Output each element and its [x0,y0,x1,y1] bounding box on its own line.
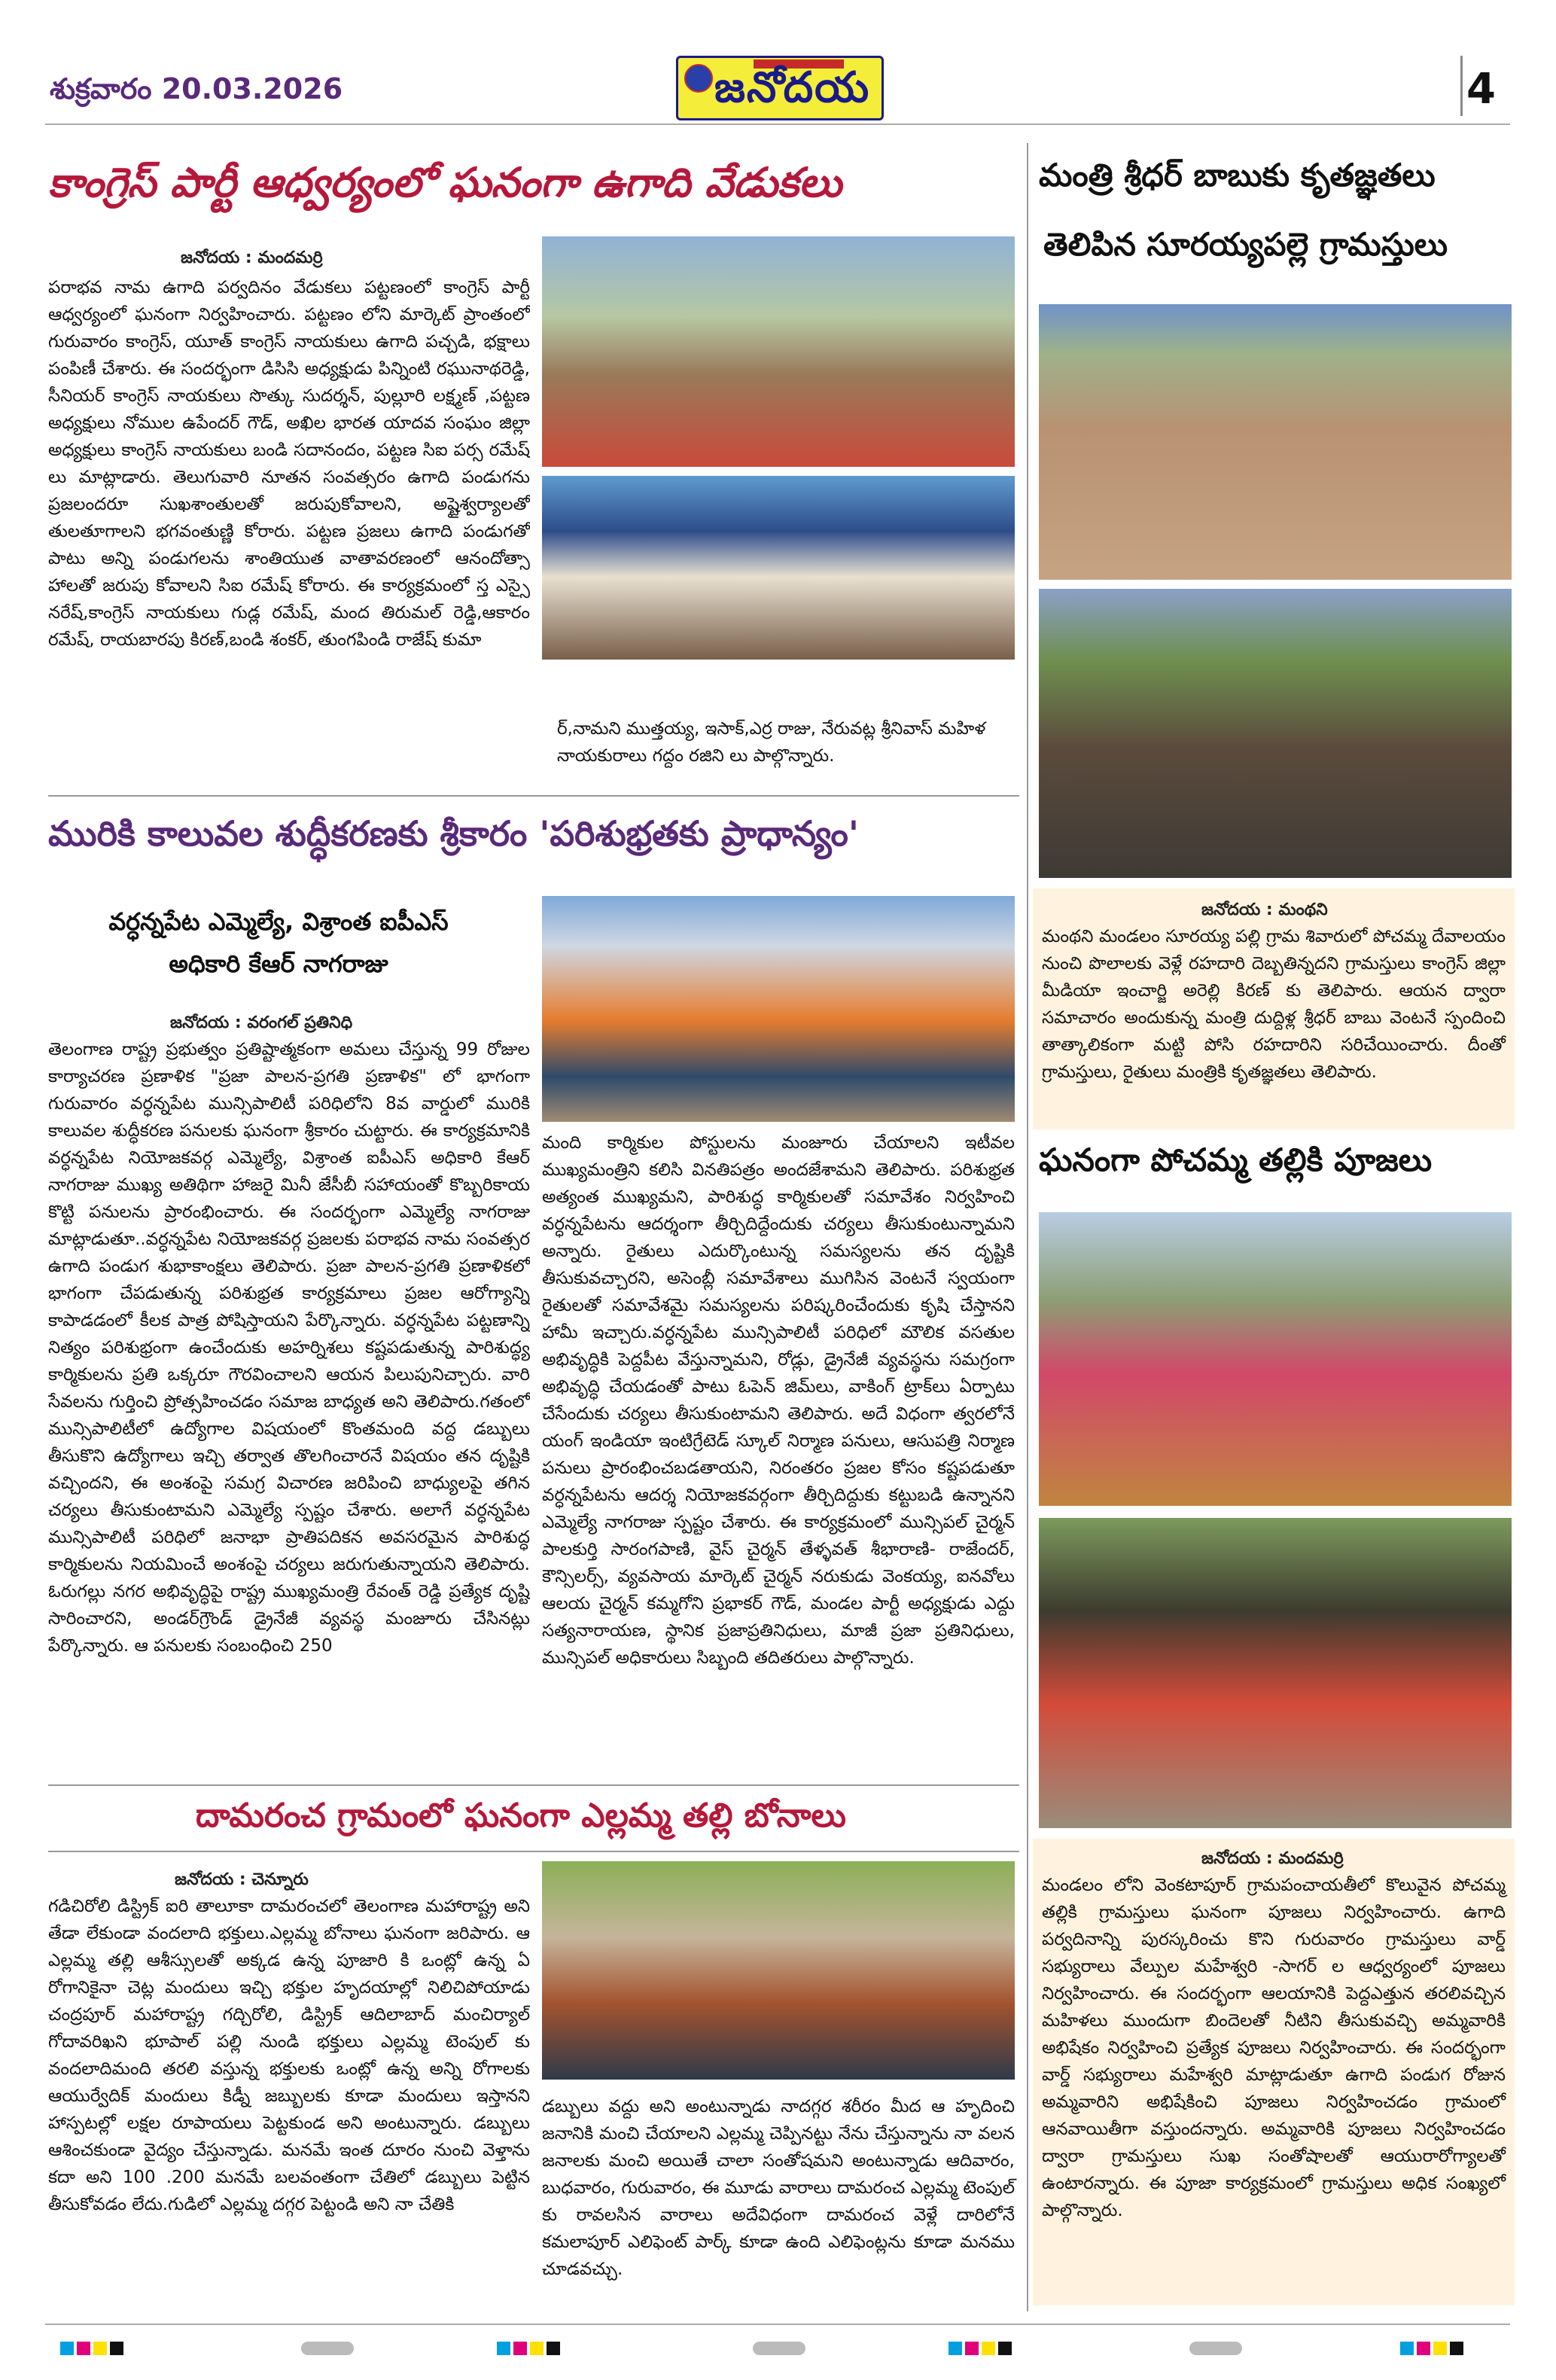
ugadi-byline: జనోదయ : మందమర్రి [181,248,323,267]
yellamma-photo [542,1861,1015,2080]
pochamma-photo-1 [1039,1212,1512,1506]
section-rule-1 [48,795,1019,797]
emblem-icon [684,64,713,93]
ugadi-headline: కాంగ్రెస్ పార్టీ ఆధ్వర్యంలో ఘనంగా ఉగాది వేడుకలు [48,158,842,206]
sridhar-byline: జనోదయ : మంథని [1201,900,1328,919]
column-divider [1027,143,1028,2311]
page-number: 4 [1466,65,1496,114]
canals-photo [542,896,1015,1122]
header-rule [45,123,1510,125]
yellamma-byline: జనోదయ : చెన్నూరు [175,1870,309,1889]
footer-rule [45,2324,1510,2325]
yellamma-body-col2: డబ్బులు వద్దు అని అంటున్నాడు నాదగ్గర శరీరం మీద ఆ హృదించి జనానికి మంచి చేయాలని ఎల్లమ్మ చెప్పినట్టు నేను చేస్తున్నాను నా వలన జనాలకు మంచి అయితే చాలా సంతోషమని అంటున్నాడు ఆదివారం, బుధవారం, గురువారం, ఈ మూడు వారాలు దామరంచ ఎల్లమ్మ టెంపుల్ కు రావలసిన వారాలు అదేవిధంగా దామరంచ వెళ్లే దారిలోనే కమలాపూర్ ఎలిఫెంట్ పార్క్ కూడా ఉంది ఎలిఫెంట్లను కూడా మనము చూడవచ్చు. [542,2097,1015,2279]
section-rule-3 [48,1851,1019,1852]
page-number-divider [1460,56,1463,116]
yellamma-headline: దామరంచ గ్రామంలో ఘనంగా ఎల్లమ్మ తల్లి బోనాలు [196,1796,846,1835]
pochamma-byline: జనోదయ : మందమర్రి [1201,1849,1344,1868]
sridhar-headline-2: తెలిపిన సూరయ్యపల్లె గ్రామస్తులు [1043,226,1448,263]
canals-byline: జనోదయ : వరంగల్ ప్రతినిధి [170,1013,353,1032]
sridhar-body: మంథని మండలం సూరయ్య పల్లి గ్రామ శివారులో పోచమ్మ దేవాలయం నుంచి పొలాలకు వెళ్లే రహదారి దెబ్బతిన్నదని గ్రామస్తులు కాంగ్రెస్ జిల్లా మీడియా ఇంచార్జి అరెల్లి కిరణ్ కు తెలిపారు. ఆయన ద్వారా సమాచారం అందుకున్న మంత్రి దుద్దిళ్ల శ్రీధర్ బాబు వెంటనే స్పందించి తాత్కాలికంగా మట్టి పోసి రహదారిని సరిచేయించారు. దీంతో గ్రామస్తులు, రైతులు మంత్రికి కృతజ్ఞతలు తెలిపారు. [1042,927,1506,1082]
section-rule-2 [48,1784,1019,1786]
ugadi-caption: ర్,నామని ముత్తయ్య, ఇసాక్,ఎర్ర రాజు, నేరువట్ల శ్రీనివాస్ మహిళ నాయకురాలు గద్దం రజిని లు పాల్గొన్నారు. [557,719,986,766]
ugadi-photo-1 [542,236,1015,467]
canals-body-col1: తెలంగాణ రాష్ట్ర ప్రభుత్వం ప్రతిష్టాత్మకంగా అమలు చేస్తున్న 99 రోజుల కార్యాచరణ ప్రణాళిక "ప్రజా పాలన-ప్రగతి ప్రణాళిక" లో భాగంగా గురువారం వర్ధన్నపేట మున్సిపాలిటీ పరిధిలోని 8వ వార్డులో మురికి కాలువల శుద్ధీకరణ పనులకు ఘనంగా శ్రీకారం చుట్టారు. ఈ కార్యక్రమానికి వర్ధన్నపేట నియోజకవర్గ ఎమ్మెల్యే, విశ్రాంత ఐపీఎస్ అధికారి కేఆర్ నాగరాజు ముఖ్య అతిథిగా హాజరై మినీ జేసీబీ సహాయంతో కొబ్బరికాయ కొట్టి పనులను ప్రారంభించారు. ఈ సందర్భంగా ఎమ్మెల్యే నాగరాజు మాట్లాడుతూ..వర్ధన్నపేట నియోజకవర్గ ప్రజలకు పరాభవ నామ సంవత్సర ఉగాది పండుగ శుభాకాంక్షలు తెలిపారు. ప్రజా పాలన-ప్రగతి ప్రణాళికలో భాగంగా చేపడుతున్న పరిశుభ్రత కార్యక్రమాలు ప్రజల ఆరోగ్యాన్ని కాపాడడంలో కీలక పాత్ర పోషిస్తాయని పేర్కొన్నారు. వర్ధన్నపేట పట్టణాన్ని నిత్యం పరిశుభ్రంగా ఉంచేందుకు అహర్నిశలు కష్టపడుతున్న పారిశుద్ధ్య కార్మికులను ప్రతి ఒక్కరూ గౌరవించాలని ఆయన పిలుపునిచ్చారు. వారి సేవలను గుర్తించి ప్రోత్సహించడం సమాజ బాధ్యత అని తెలిపారు.గతంలో మున్సిపాలిటీలో ఉద్యోగాల విషయంలో కొంతమంది వద్ద డబ్బులు తీసుకొని ఉద్యోగాలు ఇచ్చి తర్వాత తొలగించారనే విషయం తన దృష్టికి వచ్చిందని, ఈ అంశంపై సమగ్ర విచారణ జరిపించి బాధ్యులపై తగిన చర్యలు తీసుకుంటామని ఎమ్మెల్యే స్పష్టం చేశారు. అలాగే వర్ధన్నపేట మున్సిపాలిటీ పరిధిలో జనాభా ప్రాతిపదికన అవసరమైన పారిశుద్ధ కార్మికులను నియమించే అంశంపై చర్యలు జరుగుతున్నాయని తెలిపారు. ఓరుగల్లు నగర అభివృద్ధిపై రాష్ట్ర ముఖ్యమంత్రి రేవంత్ రెడ్డి ప్రత్యేక దృష్టి సారించారని, అండర్‌గ్రౌండ్ డ్రైనేజీ వ్యవస్థ మంజూరు చేసినట్లు పేర్కొన్నారు. ఆ పనులకు సంబంధించి 250 [48,1040,530,1656]
yellamma-body-col1: గడిచిరోలి డిస్ట్రిక్ ఐరి తాలూకా దామరంచలో తెలంగాణ మహారాష్ట్ర అని తేడా లేకుండా వందలాది భక్తులు.ఎల్లమ్మ బోనాలు ఘనంగా జరిపారు. ఆ ఎల్లమ్మ తల్లి ఆశీస్సులతో అక్కడ ఉన్న పూజారి కి ఒంట్లో ఉన్న ఏ రోగానికైనా చెట్ల మందులు ఇచ్చి భక్తుల హృదయాల్లో నిలిచిపోయాడు చంద్రపూర్ మహారాష్ట్ర గద్చిరోలి, డిస్ట్రిక్ ఆదిలాబాద్ మంచిర్యాల్ గోదావరిఖని భూపాల్ పల్లి నుండి భక్తులు ఎల్లమ్మ టెంపుల్ కు వందలాదిమంది తరలి వస్తున్న భక్తులకు ఒంట్లో ఉన్న అన్ని రోగాలకు ఆయుర్వేదిక్ మందులు కిడ్నీ జబ్బులకు కూడా మందులు ఇస్తానని హాస్పటల్లో లక్షల రూపాయలు పెట్టకుండ అని అంటున్నారు. డబ్బులు ఆశించకుండా వైద్యం చేస్తున్నాడు. మనమే ఇంత దూరం నుంచి వెళ్తాను కదా అని 100 .200 మనమే బలవంతంగా చేతిలో డబ్బులు పెట్టిన తీసుకోవడం లేదు.గుడిలో ఎల్లమ్మ దగ్గర పెట్టండి అని నా చేతికి [48,1897,530,2214]
canals-body-col2: మంది కార్మికుల పోస్టులను మంజూరు చేయాలని ఇటీవల ముఖ్యమంత్రిని కలిసి వినతిపత్రం అందజేశామని తెలిపారు. పరిశుభ్రత అత్యంత ముఖ్యమని, పారిశుద్ధ కార్మికులతో సమావేశం నిర్వహించి వర్ధన్నపేటను ఆదర్శంగా తీర్చిదిద్దేందుకు చర్యలు తీసుకుంటున్నామని అన్నారు. రైతులు ఎదుర్కొంటున్న సమస్యలను తన దృష్టికి తీసుకువచ్చారని, అసెంబ్లీ సమావేశాలు ముగిసిన వెంటనే స్వయంగా రైతులతో సమావేశమై సమస్యలను పరిష్కరించేందుకు కృషి చేస్తానని హామీ ఇచ్చారు.వర్ధన్నపేట మున్సిపాలిటీ పరిధిలో మౌలిక వసతుల అభివృద్ధికి పెద్దపీట వేస్తున్నామని, రోడ్లు, డ్రైనేజీ వ్యవస్థను సమగ్రంగా అభివృద్ధి చేయడంతో పాటు ఓపెన్ జిమ్‌లు, వాకింగ్ ట్రాక్‌లు ఏర్పాటు చేసేందుకు చర్యలు తీసుకుంటామని తెలిపారు. అదే విధంగా త్వరలోనే యంగ్ ఇండియా ఇంటిగ్రేటెడ్ స్కూల్ నిర్మాణ పనులు, ఆసుపత్రి నిర్మాణ పనులు ప్రారంభించబడతాయని, నిరంతరం ప్రజల కోసం కష్టపడుతూ వర్ధన్నపేటను ఆదర్శ నియోజకవర్గంగా తీర్చిదిద్దుకు కట్టుబడి ఉన్నానని ఎమ్మెల్యే నాగరాజు స్పష్టం చేశారు. ఈ కార్యక్రమంలో మున్సిపల్ చైర్మన్ పాలకుర్తి సారంగపాణి, వైస్ చైర్మన్ తేళ్ళవత్ శీభారాణి- రాజేందర్, కౌన్సిలర్స్, వ్యవసాయ మార్కెట్ చైర్మన్ నరుకుడు వెంకయ్య, ఐనవోలు ఆలయ చైర్మన్ కమ్మగోని ప్రభాకర్ గౌడ్, మండల పార్టీ అధ్యక్షుడు ఎద్దు సత్యనారాయణ, స్థానిక ప్రజాప్రతినిధులు, మాజీ ప్రజా ప్రతినిధులు, మున్సిపల్ అధికారులు సిబ్బంది తదితరులు పాల్గొన్నారు. [542,1133,1015,1668]
pochamma-photo-2 [1039,1518,1512,1828]
pochamma-body: మండలం లోని వెంకటాపూర్ గ్రామపంచాయతీలో కొలువైన పోచమ్మ తల్లికి గ్రామస్తులు ఘనంగా పూజలు నిర్వహించారు. ఉగాది పర్వదినాన్ని పురస్కరించు కొని గురువారం గ్రామస్తులు వార్డ్ సభ్యురాలు వేల్పుల మహేశ్వరి -సాగర్ ల ఆధ్వర్యంలో పూజలు నిర్వహించారు. ఈ సందర్భంగా ఆలయానికి పెద్దఎత్తున తరలివచ్చిన మహిళలు ముందుగా బిందెలతో నీటిని తీసుకువచ్చి అమ్మవారికి అభిషేకం నిర్వహించి ప్రత్యేక పూజలు నిర్వహించారు. ఈ సందర్భంగా వార్డ్ సభ్యురాలు మహేశ్వరి మాట్లాడుతూ ఉగాది పండుగ రోజున అమ్మవారిని అభిషేకించి పూజలు నిర్వహించడం గ్రామంలో ఆనవాయితీగా వస్తుందన్నారు. అమ్మవారికి పూజలు నిర్వహించడం ద్వారా గ్రామస్తులు సుఖ సంతోషాలతో ఆయురారోగ్యాలతో ఉంటారన్నారు. ఈ పూజా కార్యక్రమంలో గ్రామస్తులు అధిక సంఖ్యలో పాల్గొన్నారు. [1042,1876,1506,2220]
sridhar-headline-1: మంత్రి శ్రీధర్ బాబుకు కృతజ్ఞతలు [1039,157,1436,194]
ugadi-body: పరాభవ నామ ఉగాది పర్వదినం వేడుకలు పట్టణంలో కాంగ్రెస్ పార్టీ ఆధ్వర్యంలో ఘనంగా నిర్వహించారు. పట్టణం లోని మార్కెట్ ప్రాంతంలో గురువారం కాంగ్రెస్, యూత్ కాంగ్రెస్ నాయకులు ఉగాది పచ్చడి, భక్షాలు పంపిణీ చేశారు. ఈ సందర్భంగా డిసిసి అధ్యక్షుడు పిన్నింటి రఘునాథరెడ్డి, సీనియర్ కాంగ్రెస్ నాయకులు సొత్కు సుదర్శన్, పుల్లూరి లక్ష్మణ్ ,పట్టణ అధ్యక్షులు నోముల ఉపేందర్ గౌడ్, అఖిల భారత యాదవ సంఘం జిల్లా అధ్యక్షులు కాంగ్రెస్ నాయకులు బండి సదానందం, పట్టణ సిఐ పర్స రమేష్ లు మాట్లాడారు. తెలుగువారి నూతన సంవత్సరం ఉగాది పండుగను ప్రజలందరూ సుఖశాంతులతో జరుపుకోవాలని, అష్టైశ్వర్యాలతో తులతూగాలని భగవంతుణ్ణి కోరారు. పట్టణ ప్రజలు ఉగాది పండుగతో పాటు అన్ని పండుగలను శాంతియుత వాతావరణంలో ఆనందోత్సా హాలతో జరుపు కోవాలని సిఐ రమేష్ కోరారు. ఈ కార్యక్రమంలో స్త ఎస్సై నరేష్,కాంగ్రెస్ నాయకులు గుడ్ల రమేష్, మంద తిరుమల్ రెడ్డి,ఆకారం రమేష్, రాయబారపు కిరణ్,బండి శంకర్, తుంగపిండి రాజేష్ కుమా [48,278,530,650]
issue-date: శుక్రవారం 20.03.2026 [50,72,343,105]
registration-marks [60,2342,1491,2360]
canals-subhead: వర్ధన్నపేట ఎమ్మెల్యే, విశ్రాంత ఐపీఎస్ అధికారి కేఆర్ నాగరాజు [108,907,449,978]
ugadi-photo-2 [542,476,1015,660]
pochamma-headline: ఘనంగా పోచమ్మ తల్లికి పూజలు [1039,1141,1433,1178]
sridhar-photo-2 [1039,589,1512,878]
canals-headline: మురికి కాలువల శుద్ధీకరణకు శ్రీకారం 'పరిశుభ్రతకు ప్రాధాన్యం' [48,813,859,854]
masthead-logo [676,56,884,120]
paper-name: జనోదయ [714,62,871,112]
sridhar-photo-1 [1039,304,1512,580]
